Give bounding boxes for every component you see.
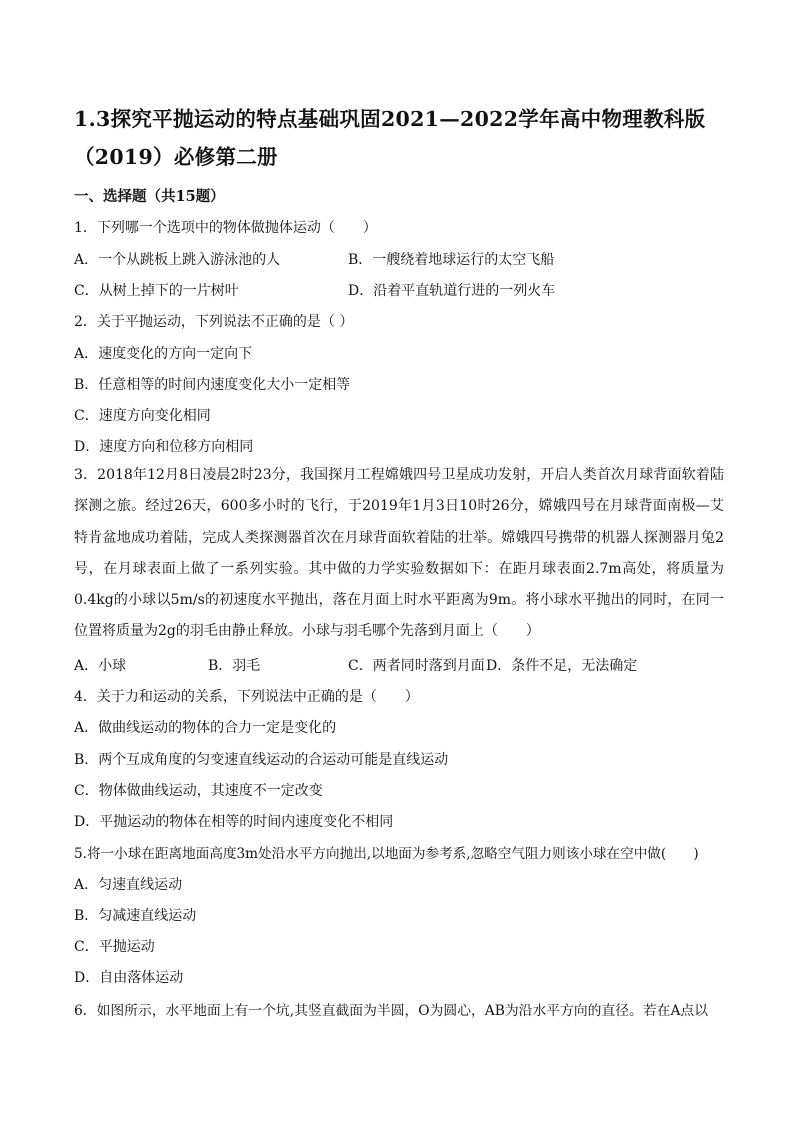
question-1-option-d[interactable]: D．沿着平直轨道行进的一列火车 (348, 283, 556, 299)
document-title: 1.3探究平抛运动的特点基础巩固2021—2022学年高中物理教科版（2019）必修第二册 (74, 107, 706, 169)
question-3-stem: 3．2018年12月8日凌晨2时23分，我国探月工程嫦娥四号卫星成功发射，开启人类首次月球背面软着陆探测之旅。经过26天，600多小时的飞行，于2019年1月3日10时26分，嫦娥四号在月球背面南极—艾特肯盆地成功着陆，完成人类探测器首次在月球背面软着陆的壮举。嫦娥四号携带的机器人探测器月兔2号，在月球表面上做了一系列实验。其中做的力学实验数据如下：在距月球表面2.7m高处，将质量为0.4kg的小球以5m/s的初速度水平抛出，落在月面上时水平距离为9m。将小球水平抛出的同时，在同一位置将质量为2g的羽毛由静止释放。小球与羽毛哪个先落到月面上（ ） (74, 467, 724, 640)
question-1-option-b[interactable]: B．一艘绕着地球运行的太空飞船 (348, 252, 555, 268)
question-2-option-a[interactable]: A．速度变化的方向一定向下 (74, 346, 253, 362)
question-5-option-d[interactable]: D．自由落体运动 (74, 970, 184, 986)
question-5-option-a[interactable]: A．匀速直线运动 (74, 877, 183, 893)
question-1-stem: 1．下列哪一个选项中的物体做抛体运动（ ） (74, 220, 377, 236)
question-2-option-d[interactable]: D．速度方向和位移方向相同 (74, 439, 254, 455)
question-2-option-b[interactable]: B．任意相等的时间内速度变化大小一定相等 (74, 377, 351, 393)
question-4-option-b[interactable]: B．两个互成角度的匀变速直线运动的合运动可能是直线运动 (74, 752, 449, 768)
question-3-option-c[interactable]: C．两者同时落到月面 (348, 658, 485, 674)
question-3-option-a[interactable]: A．小球 (74, 658, 127, 674)
question-5-option-c[interactable]: C．平抛运动 (74, 939, 155, 955)
question-4-option-d[interactable]: D．平抛运动的物体在相等的时间内速度变化不相同 (74, 814, 394, 830)
question-1-option-c[interactable]: C．从树上掉下的一片树叶 (74, 283, 239, 299)
question-4-stem: 4．关于力和运动的关系，下列说法中正确的是（ ） (74, 689, 419, 705)
question-2-stem: 2．关于平抛运动，下列说法不正确的是（ ） (74, 314, 354, 330)
question-4-option-c[interactable]: C．物体做曲线运动，其速度不一定改变 (74, 783, 323, 799)
question-3-option-d[interactable]: D．条件不足，无法确定 (486, 658, 638, 674)
question-1-option-a[interactable]: A．一个从跳板上跳入游泳池的人 (74, 252, 281, 268)
question-2-option-c[interactable]: C．速度方向变化相同 (74, 408, 211, 424)
question-3-option-b[interactable]: B．羽毛 (208, 658, 261, 674)
question-4-option-a[interactable]: A．做曲线运动的物体的合力一定是变化的 (74, 720, 337, 736)
question-5-option-b[interactable]: B．匀减速直线运动 (74, 908, 197, 924)
question-6-stem: 6．如图所示，水平地面上有一个坑,其竖直截面为半圆，O为圆心，AB为沿水平方向的直径。若在A点以 (74, 1003, 709, 1019)
section-heading: 一、选择题（共15题） (74, 188, 225, 205)
question-5-stem: 5.将一小球在距离地面高度3m处沿水平方向抛出,以地面为参考系,忽略空气阻力则该小球在空中做( ) (74, 846, 699, 862)
